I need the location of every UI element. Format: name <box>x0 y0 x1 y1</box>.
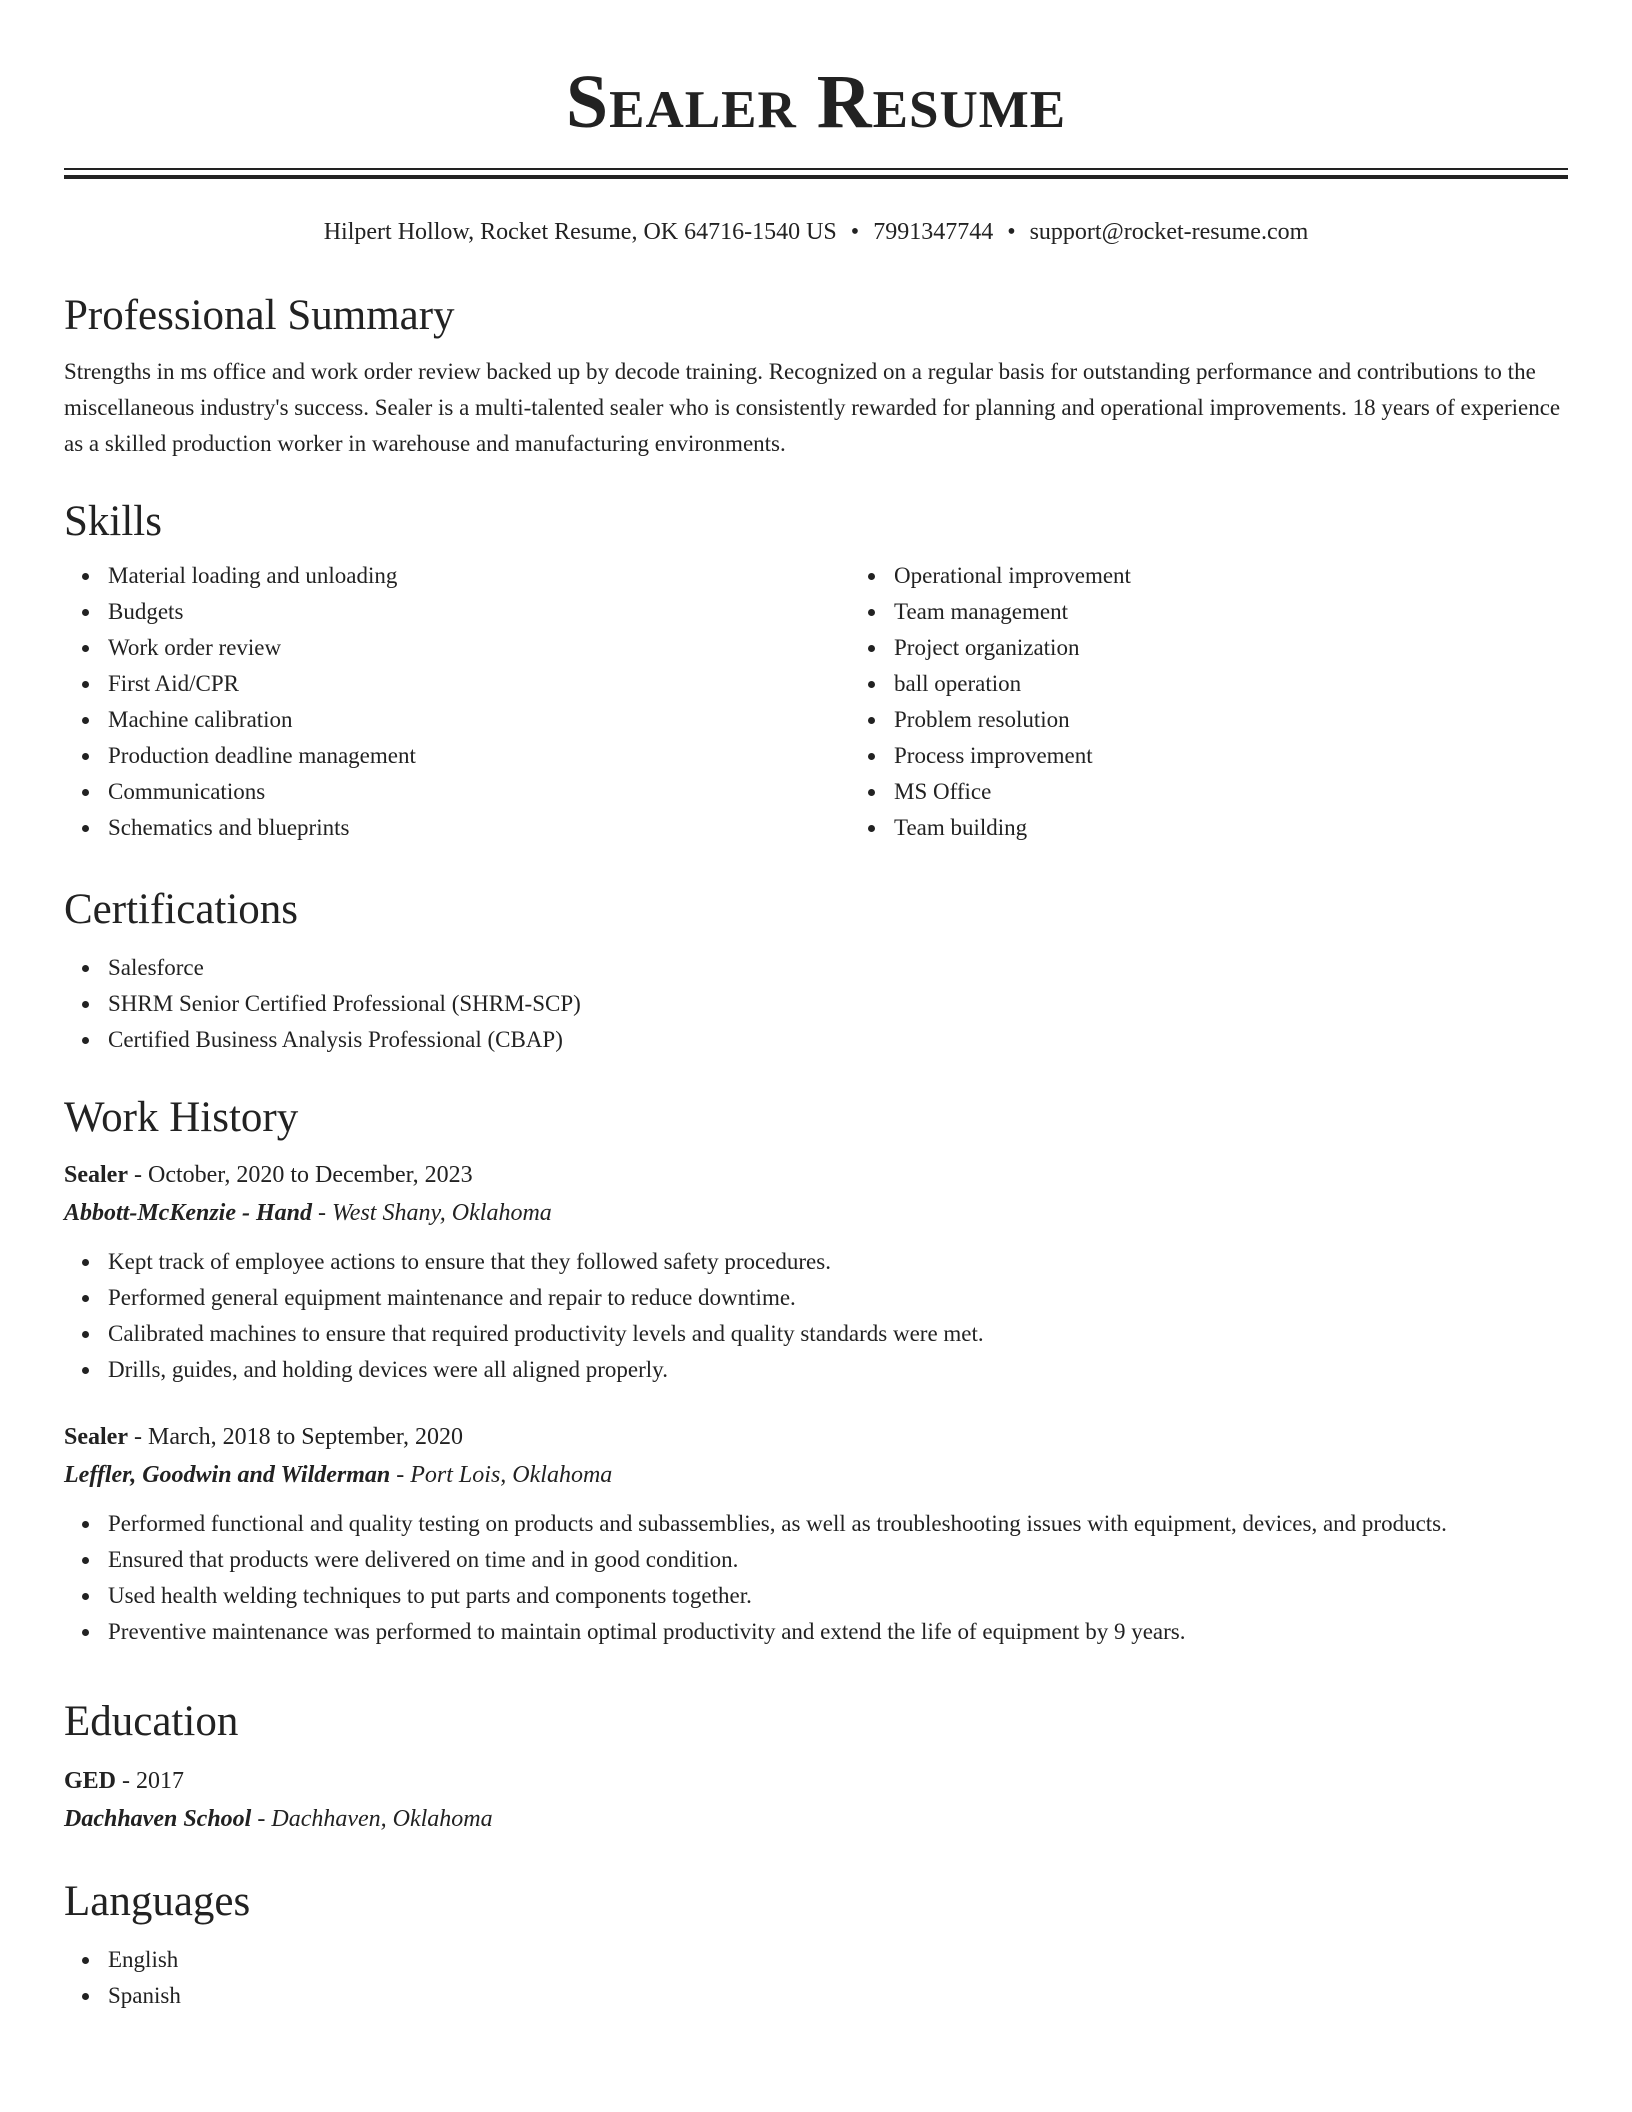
degree: GED <box>64 1768 117 1794</box>
school-location: Dachhaven, Oklahoma <box>271 1806 493 1832</box>
skill-item: Schematics and blueprints <box>108 810 850 846</box>
skills-columns <box>64 558 1568 846</box>
certifications-list <box>64 950 1568 1058</box>
contact-phone: 7991347744 <box>873 219 994 245</box>
skills-list-left <box>64 558 850 846</box>
job-entry <box>64 1156 1568 1388</box>
skill-item: Material loading and unloading <box>108 558 850 594</box>
school-name: Dachhaven School <box>64 1806 252 1832</box>
education-heading: Education <box>64 1698 239 1745</box>
job-dates: March, 2018 to September, 2020 <box>147 1424 463 1450</box>
work-history-heading: Work History <box>64 1094 299 1141</box>
title-rule-thin <box>64 168 1568 170</box>
language-item: Spanish <box>108 1978 1568 2014</box>
degree-line: GED - 2017 <box>64 1768 185 1794</box>
contact-separator: • <box>1007 219 1016 245</box>
languages-list <box>64 1942 1568 2014</box>
job-bullet: Performed functional and quality testing on products and subassemblies, as well as troubleshooting issues with equipment, devices, and products. <box>108 1506 1568 1542</box>
certification-item: Salesforce <box>108 950 1568 986</box>
languages-section <box>64 1876 1568 2014</box>
job-bullets <box>64 1244 1568 1388</box>
languages-heading: Languages <box>64 1878 251 1925</box>
work-history-section <box>64 1092 1568 1650</box>
employer-name: Abbott-McKenzie - Hand <box>64 1200 313 1226</box>
job-entry <box>64 1418 1568 1650</box>
employer-name: Leffler, Goodwin and Wilderman <box>64 1462 391 1488</box>
employer-line: Leffler, Goodwin and Wilderman - Port Lois, Oklahoma <box>64 1462 613 1488</box>
skill-item: Machine calibration <box>108 702 850 738</box>
skills-list-right <box>850 558 1632 846</box>
skills-heading: Skills <box>64 498 162 545</box>
job-bullet: Ensured that products were delivered on time and in good condition. <box>108 1542 1568 1578</box>
skill-item: Operational improvement <box>894 558 1632 594</box>
contact-address: Hilpert Hollow, Rocket Resume, OK 64716-1540 US <box>323 219 837 245</box>
graduation-year: 2017 <box>136 1768 185 1794</box>
language-item: English <box>108 1942 1568 1978</box>
employer-location: West Shany, Oklahoma <box>332 1200 552 1226</box>
education-section <box>64 1696 1568 1838</box>
summary-text: Strengths in ms office and work order review backed up by decode training. Recognized on a regular basis for outstanding performance and contributions to the miscellaneous industry's success. Sealer is a multi-talented sealer who is consistently rewarded for planning and operational improvements. 18 years of experience as a skilled production worker in warehouse and manufacturing environments. <box>64 359 1561 456</box>
skill-item: Team management <box>894 594 1632 630</box>
skill-item: Communications <box>108 774 850 810</box>
title-rule-thick <box>64 175 1568 179</box>
skill-item: Production deadline management <box>108 738 850 774</box>
skill-item: Work order review <box>108 630 850 666</box>
job-bullet: Drills, guides, and holding devices were all aligned properly. <box>108 1352 1568 1388</box>
job-bullet: Kept track of employee actions to ensure that they followed safety procedures. <box>108 1244 1568 1280</box>
skill-item: Problem resolution <box>894 702 1632 738</box>
job-title: Sealer <box>64 1162 128 1188</box>
job-dates: October, 2020 to December, 2023 <box>147 1162 473 1188</box>
job-bullets <box>64 1506 1568 1650</box>
employer-location: Port Lois, Oklahoma <box>410 1462 613 1488</box>
job-title: Sealer <box>64 1424 128 1450</box>
skill-item: First Aid/CPR <box>108 666 850 702</box>
contact-email: support@rocket-resume.com <box>1029 219 1309 245</box>
certification-item: Certified Business Analysis Professional (CBAP) <box>108 1022 1568 1058</box>
job-bullet: Calibrated machines to ensure that required productivity levels and quality standards were met. <box>108 1316 1568 1352</box>
contact-separator: • <box>850 219 860 245</box>
certifications-heading: Certifications <box>64 886 299 933</box>
resume-title: Sealer Resume <box>565 60 1067 144</box>
job-bullet: Performed general equipment maintenance and repair to reduce downtime. <box>108 1280 1568 1316</box>
skill-item: Project organization <box>894 630 1632 666</box>
summary-section <box>64 290 1568 462</box>
skill-item: Process improvement <box>894 738 1632 774</box>
contact-line <box>64 213 1568 251</box>
skill-item: Team building <box>894 810 1632 846</box>
job-bullet: Preventive maintenance was performed to maintain optimal productivity and extend the life of equipment by 9 years. <box>108 1614 1568 1650</box>
skill-item: ball operation <box>894 666 1632 702</box>
job-title-line: Sealer - October, 2020 to December, 2023 <box>64 1162 473 1188</box>
job-title-line: Sealer - March, 2018 to September, 2020 <box>64 1424 463 1450</box>
certification-item: SHRM Senior Certified Professional (SHRM-SCP) <box>108 986 1568 1022</box>
job-bullet: Used health welding techniques to put parts and components together. <box>108 1578 1568 1614</box>
skill-item: MS Office <box>894 774 1632 810</box>
skills-section <box>64 496 1568 846</box>
employer-line: Abbott-McKenzie - Hand - West Shany, Oklahoma <box>64 1200 552 1226</box>
summary-heading: Professional Summary <box>64 292 455 339</box>
skill-item: Budgets <box>108 594 850 630</box>
school-line: Dachhaven School - Dachhaven, Oklahoma <box>64 1806 493 1832</box>
certifications-section <box>64 884 1568 1058</box>
